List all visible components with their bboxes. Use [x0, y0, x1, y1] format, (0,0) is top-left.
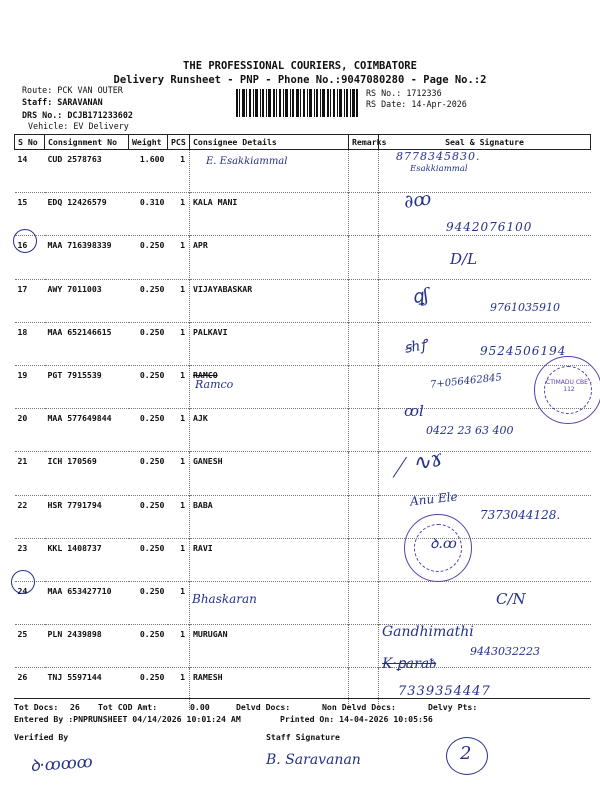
- row-sno: 14: [15, 150, 45, 193]
- table-row: [15, 452, 591, 495]
- handwritten-note-r16: D/L: [450, 250, 478, 268]
- row-sno: 23: [15, 538, 45, 581]
- handwritten-note-r24: C/N: [496, 590, 526, 608]
- handwritten-phone-r14: 8778345830.: [396, 150, 481, 163]
- row-consignment: EDQ 12426579: [45, 193, 129, 236]
- handwritten-phone-r20: 0422 23 63 400: [426, 424, 514, 437]
- row-seal: [379, 236, 591, 279]
- row-pcs: 1: [168, 322, 190, 365]
- col-consignee: Consignee Details: [190, 135, 349, 150]
- col-remarks: Remarks: [349, 135, 379, 150]
- row-consignment: KKL 1408737: [45, 538, 129, 581]
- row-weight: 0.250: [129, 452, 168, 495]
- row-sno: 24: [15, 581, 45, 624]
- handwritten-sig-r18: ꞩhꝭ: [402, 337, 429, 357]
- row-remarks: [349, 625, 379, 668]
- row-consignment: MAA 652146615: [45, 322, 129, 365]
- row-weight: 0.250: [129, 581, 168, 624]
- verified-signature: ꝺ·ꝏꝏꝏ: [29, 751, 94, 776]
- row-sno: 21: [15, 452, 45, 495]
- row-pcs: 1: [168, 581, 190, 624]
- route-label: Route: PCK VAN OUTER: [22, 85, 123, 95]
- row-remarks: [349, 193, 379, 236]
- drs-label: DRS No.: DCJB171233602: [22, 110, 133, 120]
- row-weight: 0.310: [129, 193, 168, 236]
- row-consignee: KALA MANI: [190, 193, 349, 236]
- row-weight: 0.250: [129, 668, 168, 711]
- handwritten-sig-r19: 7+056462845: [429, 372, 503, 391]
- row-pcs: 1: [168, 236, 190, 279]
- row-consignee: AJK: [190, 409, 349, 452]
- row-pcs: 1: [168, 668, 190, 711]
- row-pcs: 1: [168, 538, 190, 581]
- footer-divider: [14, 698, 590, 699]
- row-remarks: [349, 365, 379, 408]
- row-weight: 0.250: [129, 279, 168, 322]
- row-consignee: RAMESH: [190, 668, 349, 711]
- row-weight: 0.250: [129, 625, 168, 668]
- col-seal: Seal & Signature: [379, 135, 591, 150]
- handwritten-sig-r15: ∂ꝏ: [402, 188, 433, 213]
- row-remarks: [349, 236, 379, 279]
- staff-signature: B. Saravanan: [266, 752, 361, 768]
- row-sno: 19: [15, 365, 45, 408]
- row-consignment: CUD 2578763: [45, 150, 129, 193]
- row-consignee: APR: [190, 236, 349, 279]
- row-consignment: AWY 7011003: [45, 279, 129, 322]
- row-24-circle: [11, 570, 35, 594]
- row-consignment: HSR 7791794: [45, 495, 129, 538]
- col-pcs: PCS: [168, 135, 190, 150]
- handwritten-phone-r15: 9442076100: [446, 220, 533, 234]
- col-sno: S No: [15, 135, 45, 150]
- row-consignment: ICH 170569: [45, 452, 129, 495]
- handwritten-name-r22: Anu Ele: [409, 489, 459, 509]
- row-weight: 0.250: [129, 538, 168, 581]
- row-pcs: 1: [168, 409, 190, 452]
- row-remarks: [349, 538, 379, 581]
- row-consignee: RAMCO: [190, 365, 349, 408]
- row-weight: 0.250: [129, 365, 168, 408]
- row-consignee: RAVI: [190, 538, 349, 581]
- handwritten-phone-r25: 9443032223: [470, 645, 540, 658]
- col-consignment: Consignment No: [45, 135, 129, 150]
- row-sno: 16: [15, 236, 45, 279]
- verified-by-label: Verified By: [14, 732, 69, 742]
- vehicle-label: Vehicle: EV Delivery: [28, 121, 129, 131]
- handwritten-phone-r18: 9524506194: [480, 344, 567, 358]
- handwritten-name-r19: Ramco: [195, 378, 234, 391]
- rs-number: RS No.: 1712336: [366, 88, 442, 98]
- handwritten-name-r25: Gandhimathi: [382, 624, 474, 640]
- row-sno: 15: [15, 193, 45, 236]
- table-row: [15, 365, 591, 408]
- company-stamp-r19: [534, 356, 600, 424]
- row-weight: 0.250: [129, 495, 168, 538]
- row-pcs: 1: [168, 279, 190, 322]
- barcode: [236, 89, 358, 117]
- row-remarks: [349, 150, 379, 193]
- row-sno: 25: [15, 625, 45, 668]
- handwritten-phone-r17: 9761035910: [490, 301, 560, 314]
- delvy-pts-label: Delvy Pts:: [428, 702, 478, 712]
- row-sno: 26: [15, 668, 45, 711]
- row-sno: 20: [15, 409, 45, 452]
- table-row: [15, 236, 591, 279]
- staff-label: Staff: SARAVANAN: [22, 97, 103, 107]
- row-consignment: MAA 577649844: [45, 409, 129, 452]
- handwritten-name-r14: E. Esakkiammal: [206, 156, 288, 167]
- row-pcs: 1: [168, 625, 190, 668]
- row-consignment: MAA 653427710: [45, 581, 129, 624]
- runsheet-subtitle: Delivery Runsheet - PNP - Phone No.:9047080280 - Page No.:2: [113, 74, 487, 86]
- table-row: [15, 538, 591, 581]
- row-consignee: GANESH: [190, 452, 349, 495]
- handwritten-sig-r23: ꝺ.ꝏ: [430, 536, 457, 552]
- row-remarks: [349, 581, 379, 624]
- stamp-text: CTIMADU CBE - 112: [546, 379, 592, 393]
- row-pcs: 1: [168, 365, 190, 408]
- handwritten-sig-r20: ꝏl: [404, 402, 424, 420]
- row-remarks: [349, 279, 379, 322]
- row-remarks: [349, 495, 379, 538]
- row-pcs: 1: [168, 193, 190, 236]
- handwritten-sig-r26: K·ꝑaraᵬ: [382, 656, 437, 672]
- row-consignee: MURUGAN: [190, 625, 349, 668]
- row-consignee: VIJAYABASKAR: [190, 279, 349, 322]
- entered-by: Entered By :PNPRUNSHEET 04/14/2026 10:01:24 AM: [14, 714, 241, 724]
- row-remarks: [349, 322, 379, 365]
- handwritten-sig-r17: ꝗʃ: [410, 284, 431, 309]
- row-consignment: PLN 2439898: [45, 625, 129, 668]
- row-pcs: 1: [168, 150, 190, 193]
- printed-on: Printed On: 14-04-2026 10:05:56: [280, 714, 433, 724]
- cod-label: Tot COD Amt:: [98, 702, 158, 712]
- row-consignment: TNJ 5597144: [45, 668, 129, 711]
- row-pcs: 1: [168, 452, 190, 495]
- row-remarks: [349, 452, 379, 495]
- handwritten-name-r24: Bhaskaran: [192, 592, 257, 606]
- col-weight: Weight: [129, 135, 168, 150]
- runsheet-title: THE PROFESSIONAL COURIERS, COIMBATORE: [183, 60, 417, 72]
- row-consignment: MAA 716398339: [45, 236, 129, 279]
- staff-signature-label: Staff Signature: [266, 732, 340, 742]
- row-consignee: PALKAVI: [190, 322, 349, 365]
- handwritten-sig-r21: ⟋ ∿ɤ: [387, 445, 446, 484]
- table-header-row: [15, 135, 591, 150]
- row-seal: [379, 581, 591, 624]
- row-sno: 17: [15, 279, 45, 322]
- page-number-handwritten: 2: [460, 743, 472, 764]
- table-row: [15, 150, 591, 193]
- non-delvd-label: Non Delvd Docs:: [322, 702, 396, 712]
- rs-date: RS Date: 14-Apr-2026: [366, 99, 467, 109]
- row-weight: 0.250: [129, 409, 168, 452]
- tot-docs-label: Tot Docs:: [14, 702, 59, 712]
- row-remarks: [349, 409, 379, 452]
- row-consignment: PGT 7915539: [45, 365, 129, 408]
- row-sno: 22: [15, 495, 45, 538]
- row-weight: 1.600: [129, 150, 168, 193]
- row-pcs: 1: [168, 495, 190, 538]
- row-16-circle: [13, 229, 37, 253]
- cod-value: 0.00: [190, 702, 210, 712]
- handwritten-phone-r22: 7373044128.: [480, 508, 561, 522]
- row-weight: 0.250: [129, 236, 168, 279]
- delvd-label: Delvd Docs:: [236, 702, 291, 712]
- handwritten-phone-r26: 7339354447: [398, 684, 491, 699]
- row-sno: 18: [15, 322, 45, 365]
- handwritten-sig-r14: Esakkiammal: [410, 164, 468, 174]
- row-consignee: BABA: [190, 495, 349, 538]
- row-weight: 0.250: [129, 322, 168, 365]
- tot-docs-value: 26: [70, 702, 80, 712]
